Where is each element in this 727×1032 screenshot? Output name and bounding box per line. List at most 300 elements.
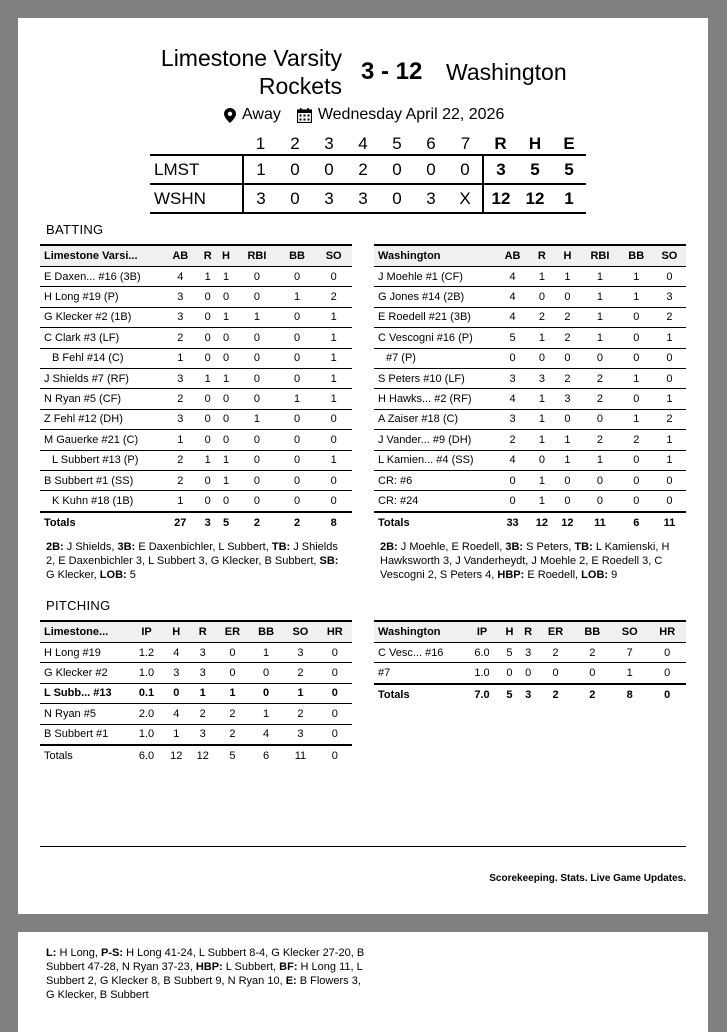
stat-value: 7 bbox=[611, 643, 648, 663]
stat-value: 1 bbox=[620, 368, 653, 388]
stat-value: 2 bbox=[529, 307, 555, 327]
stat-value: 0.1 bbox=[130, 683, 163, 703]
stat-note-value: L Kamienski, H Hawksworth 3, J Vanderheydt, J Moehle 2, E Roedell 3, C Vescogni 2, S Peters 4, bbox=[380, 541, 670, 581]
total-value: 2 bbox=[253, 516, 261, 529]
stat-value: 0 bbox=[235, 389, 279, 409]
player-name: J Vander... #9 (DH) bbox=[374, 430, 496, 450]
stat-value: 0 bbox=[235, 348, 279, 368]
player-name: E Daxen... #16 (3B) bbox=[40, 267, 162, 287]
stat-value: 2 bbox=[283, 704, 317, 724]
table-row bbox=[374, 491, 686, 512]
stat-value: 0 bbox=[519, 663, 538, 684]
stat-column-header: BB bbox=[620, 245, 653, 267]
table-header-row bbox=[374, 621, 686, 643]
stat-value: 2.0 bbox=[130, 704, 163, 724]
table-row bbox=[374, 470, 686, 490]
away-team-name: Washington bbox=[446, 59, 567, 85]
stat-value: 0 bbox=[318, 643, 352, 663]
table-header-row bbox=[40, 245, 352, 267]
stat-note-value: J Shields, bbox=[63, 541, 118, 553]
stat-value: 2 bbox=[580, 368, 620, 388]
stat-note-value: E Roedell, bbox=[524, 569, 582, 581]
stat-column-header: R bbox=[529, 245, 555, 267]
total-value: 5 bbox=[222, 516, 230, 529]
stat-value: 1 bbox=[283, 683, 317, 703]
stat-value: 0 bbox=[318, 683, 352, 703]
stat-value: 1 bbox=[217, 470, 235, 490]
player-name: N Ryan #5 (CF) bbox=[40, 389, 162, 409]
stat-value: 1 bbox=[199, 267, 217, 287]
total-value: 2 bbox=[293, 516, 301, 529]
stat-column-header: HR bbox=[318, 621, 352, 643]
hits-header: H bbox=[528, 134, 542, 153]
stat-note-label: SB: bbox=[319, 555, 339, 567]
player-name: B Subbert #1 bbox=[40, 724, 130, 745]
table-row bbox=[374, 643, 686, 663]
stat-value: 0 bbox=[529, 348, 555, 368]
stat-value: 4 bbox=[496, 287, 529, 307]
stat-value: 0 bbox=[620, 450, 653, 470]
stat-value: 6.0 bbox=[464, 643, 500, 663]
pitching-notes-home bbox=[46, 946, 366, 1002]
stat-value: 0 bbox=[217, 348, 235, 368]
stat-note-label: HBP: bbox=[497, 569, 525, 581]
stat-note-label: BF: bbox=[279, 961, 298, 973]
player-name: J Shields #7 (RF) bbox=[40, 368, 162, 388]
total-value: 5 bbox=[229, 749, 236, 762]
table-row bbox=[40, 267, 352, 287]
inning-score: 0 bbox=[278, 184, 312, 213]
stat-value: 3 bbox=[189, 663, 215, 683]
stat-value: 0 bbox=[315, 430, 352, 450]
stat-value: 0 bbox=[648, 663, 686, 684]
table-row bbox=[40, 287, 352, 307]
stat-value: 0 bbox=[235, 491, 279, 512]
table-row bbox=[374, 328, 686, 348]
total-value: 12 bbox=[170, 749, 183, 762]
stat-note-value: J Moehle, E Roedell, bbox=[397, 541, 506, 553]
stat-value: 0 bbox=[249, 663, 283, 683]
stat-value: 4 bbox=[163, 643, 189, 663]
stat-column-header: H bbox=[555, 245, 581, 267]
footer-divider bbox=[40, 846, 686, 847]
stat-value: 0 bbox=[235, 267, 279, 287]
stat-column-header: SO bbox=[611, 621, 648, 643]
stat-value: 0 bbox=[216, 663, 249, 683]
stat-value: 0 bbox=[217, 328, 235, 348]
stat-value: 0 bbox=[279, 267, 316, 287]
stat-column-header: BB bbox=[574, 621, 611, 643]
stat-value: 1 bbox=[279, 389, 316, 409]
stat-column-header: H bbox=[163, 621, 189, 643]
stat-value: 0 bbox=[315, 470, 352, 490]
stat-value: 0 bbox=[217, 389, 235, 409]
stat-column-header: R bbox=[199, 245, 217, 267]
table-row bbox=[40, 328, 352, 348]
stat-value: 0 bbox=[653, 267, 686, 287]
stat-value: 0 bbox=[315, 491, 352, 512]
stat-value: 1.0 bbox=[130, 663, 163, 683]
stat-value: 0 bbox=[199, 409, 217, 429]
team-column-header: Washington bbox=[374, 245, 496, 267]
location-pin-icon bbox=[224, 108, 236, 123]
stat-value: 2 bbox=[315, 287, 352, 307]
stat-value: 1 bbox=[189, 683, 215, 703]
table-row bbox=[40, 450, 352, 470]
stat-value: 4 bbox=[249, 724, 283, 745]
stat-value: 1 bbox=[249, 643, 283, 663]
stat-value: 1.0 bbox=[464, 663, 500, 684]
stat-value: 0 bbox=[318, 704, 352, 724]
game-location: Away bbox=[242, 106, 281, 123]
stat-value: 2 bbox=[216, 724, 249, 745]
stat-column-header: SO bbox=[283, 621, 317, 643]
stat-value: 2 bbox=[555, 328, 581, 348]
line-score-team: WSHN bbox=[150, 184, 243, 213]
stat-value: 1 bbox=[315, 307, 352, 327]
home-team-line1: Limestone Varsity bbox=[160, 45, 342, 71]
total-value: 6 bbox=[633, 516, 640, 529]
table-row bbox=[374, 450, 686, 470]
stat-value: 1 bbox=[217, 307, 235, 327]
stat-value: 1 bbox=[580, 328, 620, 348]
stat-value: 0 bbox=[279, 409, 316, 429]
total-value: 33 bbox=[506, 516, 519, 529]
table-row bbox=[374, 368, 686, 388]
scorecard-page bbox=[18, 18, 708, 914]
stat-note-value: L Subbert, bbox=[222, 961, 280, 973]
stat-value: 1 bbox=[620, 267, 653, 287]
inning-header: 6 bbox=[426, 134, 436, 153]
stat-value: 0 bbox=[279, 368, 316, 388]
stat-value: 3 bbox=[496, 409, 529, 429]
line-score-table bbox=[150, 134, 586, 214]
stat-value: 3 bbox=[162, 307, 199, 327]
inning-score: 0 bbox=[380, 184, 414, 213]
stat-value: 0 bbox=[555, 491, 581, 512]
stat-value: 0 bbox=[279, 348, 316, 368]
stat-value: 1 bbox=[315, 368, 352, 388]
stat-value: 0 bbox=[235, 287, 279, 307]
stat-note-label: E: bbox=[285, 975, 297, 987]
table-row bbox=[40, 491, 352, 512]
stat-note-value: G Klecker, bbox=[46, 569, 100, 581]
stat-value: 0 bbox=[620, 389, 653, 409]
stat-value: 3 bbox=[162, 287, 199, 307]
stat-value: 0 bbox=[199, 287, 217, 307]
stat-value: 0 bbox=[653, 470, 686, 490]
inning-header: 7 bbox=[460, 134, 471, 153]
table-header-row bbox=[40, 621, 352, 643]
stat-value: 0 bbox=[318, 663, 352, 683]
table-row bbox=[40, 470, 352, 490]
stat-value: 1 bbox=[555, 430, 581, 450]
total-value: 8 bbox=[626, 688, 633, 701]
player-name: B Fehl #14 (C) bbox=[40, 348, 162, 368]
player-name: #7 bbox=[374, 663, 464, 684]
stat-value: 1 bbox=[162, 348, 199, 368]
total-value: 11 bbox=[294, 749, 307, 762]
stat-value: 2 bbox=[580, 389, 620, 409]
inning-score: 0 bbox=[312, 155, 346, 184]
stat-note-value: H Long, bbox=[56, 947, 102, 959]
stat-value: 1 bbox=[529, 328, 555, 348]
stat-value: 0 bbox=[496, 491, 529, 512]
inning-score: 0 bbox=[380, 155, 414, 184]
table-row bbox=[374, 287, 686, 307]
team-hits: 12 bbox=[518, 184, 552, 213]
line-score-row bbox=[150, 155, 586, 184]
table-row bbox=[374, 663, 686, 684]
stat-value: 1 bbox=[217, 450, 235, 470]
stat-value: 0 bbox=[574, 663, 611, 684]
total-value: 27 bbox=[174, 516, 187, 529]
stat-value: 0 bbox=[500, 663, 519, 684]
stat-note-label: 3B: bbox=[117, 541, 136, 553]
table-row bbox=[40, 409, 352, 429]
stat-value: 0 bbox=[199, 470, 217, 490]
stat-value: 1 bbox=[555, 450, 581, 470]
stat-column-header: RBI bbox=[235, 245, 279, 267]
player-name: J Moehle #1 (CF) bbox=[374, 267, 496, 287]
pitching-table-home bbox=[40, 620, 352, 766]
inning-header: 2 bbox=[290, 134, 300, 153]
stat-value: 0 bbox=[580, 470, 620, 490]
stat-value: 0 bbox=[199, 389, 217, 409]
inning-score: X bbox=[448, 184, 483, 213]
player-name: CR: #6 bbox=[374, 470, 496, 490]
table-header-row bbox=[374, 245, 686, 267]
stat-value: 0 bbox=[318, 724, 352, 745]
errors-header: E bbox=[563, 134, 575, 153]
table-row bbox=[374, 348, 686, 368]
total-value: 3 bbox=[525, 688, 532, 701]
inning-score: 2 bbox=[346, 155, 380, 184]
stat-value: 2 bbox=[574, 643, 611, 663]
stat-column-header: ER bbox=[538, 621, 574, 643]
inning-score: 3 bbox=[243, 184, 278, 213]
stat-value: 1 bbox=[555, 267, 581, 287]
totals-label: Totals bbox=[44, 749, 73, 762]
stat-column-header: H bbox=[500, 621, 519, 643]
stat-column-header: R bbox=[189, 621, 215, 643]
stat-value: 2 bbox=[283, 663, 317, 683]
table-row bbox=[374, 430, 686, 450]
stat-value: 2 bbox=[653, 307, 686, 327]
team-errors: 5 bbox=[552, 155, 586, 184]
stat-value: 1 bbox=[235, 409, 279, 429]
stat-value: 3 bbox=[189, 724, 215, 745]
stat-note-value: 9 bbox=[608, 569, 618, 581]
stat-value: 1 bbox=[199, 450, 217, 470]
stat-value: 1 bbox=[529, 430, 555, 450]
stat-value: 1 bbox=[529, 491, 555, 512]
player-name: C Clark #3 (LF) bbox=[40, 328, 162, 348]
stat-column-header: AB bbox=[162, 245, 199, 267]
table-row bbox=[374, 389, 686, 409]
player-name: N Ryan #5 bbox=[40, 704, 130, 724]
stat-value: 1 bbox=[529, 409, 555, 429]
stat-column-header: RBI bbox=[580, 245, 620, 267]
total-value: 3 bbox=[204, 516, 211, 529]
stat-value: 0 bbox=[580, 348, 620, 368]
stat-column-header: IP bbox=[464, 621, 500, 643]
stat-value: 1 bbox=[580, 267, 620, 287]
table-row bbox=[374, 267, 686, 287]
total-value: 7.0 bbox=[474, 688, 490, 701]
player-name: S Peters #10 (LF) bbox=[374, 368, 496, 388]
total-value: 12 bbox=[196, 749, 209, 762]
player-name: C Vesc... #16 bbox=[374, 643, 464, 663]
stat-note-value: 5 bbox=[126, 569, 136, 581]
stat-value: 2 bbox=[555, 307, 581, 327]
stat-value: 1 bbox=[620, 287, 653, 307]
stat-value: 0 bbox=[620, 328, 653, 348]
stat-value: 1 bbox=[620, 409, 653, 429]
line-score-team: LMST bbox=[150, 155, 243, 184]
inning-header: 1 bbox=[255, 134, 266, 153]
stat-value: 3 bbox=[555, 389, 581, 409]
team-errors: 1 bbox=[552, 184, 586, 213]
stat-value: 0 bbox=[199, 430, 217, 450]
total-value: 0 bbox=[331, 749, 338, 762]
stat-value: 1.0 bbox=[130, 724, 163, 745]
stat-value: 5 bbox=[500, 643, 519, 663]
player-name: Z Fehl #12 (DH) bbox=[40, 409, 162, 429]
totals-row bbox=[40, 512, 352, 533]
batting-notes-away bbox=[380, 540, 686, 582]
stat-value: 0 bbox=[217, 491, 235, 512]
stat-value: 0 bbox=[217, 430, 235, 450]
team-runs: 12 bbox=[483, 184, 518, 213]
stat-column-header: AB bbox=[496, 245, 529, 267]
stat-value: 1 bbox=[199, 368, 217, 388]
total-value: 11 bbox=[594, 516, 606, 529]
stat-value: 0 bbox=[235, 470, 279, 490]
table-row bbox=[40, 430, 352, 450]
team-column-header: Limestone... bbox=[40, 621, 130, 643]
stat-value: 0 bbox=[217, 409, 235, 429]
stat-value: 0 bbox=[653, 348, 686, 368]
stat-value: 0 bbox=[279, 470, 316, 490]
line-score-row bbox=[150, 184, 586, 213]
inning-score: 3 bbox=[346, 184, 380, 213]
stat-value: 4 bbox=[496, 267, 529, 287]
stat-value: 1 bbox=[580, 307, 620, 327]
stat-value: 2 bbox=[162, 470, 199, 490]
table-row bbox=[40, 307, 352, 327]
team-runs: 3 bbox=[483, 155, 518, 184]
stat-value: 2 bbox=[189, 704, 215, 724]
total-value: 11 bbox=[663, 516, 676, 529]
stat-value: 0 bbox=[529, 450, 555, 470]
inning-score: 0 bbox=[414, 155, 448, 184]
stat-value: 0 bbox=[249, 683, 283, 703]
stat-value: 0 bbox=[648, 643, 686, 663]
stat-note-label: 2B: bbox=[380, 541, 398, 553]
stat-value: 0 bbox=[235, 328, 279, 348]
stat-value: 1 bbox=[279, 287, 316, 307]
total-value: 6.0 bbox=[138, 749, 155, 762]
stat-value: 0 bbox=[217, 287, 235, 307]
stat-value: 1 bbox=[249, 704, 283, 724]
stat-value: 1 bbox=[580, 287, 620, 307]
game-header bbox=[18, 44, 708, 104]
stat-value: 4 bbox=[162, 267, 199, 287]
stat-note-label: P-S: bbox=[101, 947, 124, 959]
stat-value: 0 bbox=[216, 643, 249, 663]
table-row bbox=[40, 643, 352, 663]
inning-score: 1 bbox=[243, 155, 278, 184]
table-row bbox=[40, 683, 352, 703]
stat-value: 0 bbox=[620, 470, 653, 490]
stat-column-header: HR bbox=[648, 621, 686, 643]
player-name: H Hawks... #2 (RF) bbox=[374, 389, 496, 409]
stat-column-header: SO bbox=[653, 245, 686, 267]
stat-value: 0 bbox=[620, 491, 653, 512]
table-row bbox=[374, 307, 686, 327]
stat-value: 5 bbox=[496, 328, 529, 348]
table-row bbox=[40, 724, 352, 745]
player-name: CR: #24 bbox=[374, 491, 496, 512]
stat-note-label: L: bbox=[46, 947, 57, 959]
stat-value: 1 bbox=[315, 389, 352, 409]
stat-value: 0 bbox=[199, 348, 217, 368]
pitching-section-title: PITCHING bbox=[46, 598, 111, 613]
calendar-icon bbox=[297, 108, 312, 123]
stat-note-value: S Peters, bbox=[523, 541, 575, 553]
inning-score: 0 bbox=[448, 155, 483, 184]
player-name: G Klecker #2 bbox=[40, 663, 130, 683]
table-row bbox=[40, 368, 352, 388]
player-name: K Kuhn #18 (1B) bbox=[40, 491, 162, 512]
stat-value: 1 bbox=[162, 491, 199, 512]
stat-value: 2 bbox=[620, 430, 653, 450]
stat-value: 4 bbox=[496, 307, 529, 327]
stat-value: 3 bbox=[162, 368, 199, 388]
table-row bbox=[40, 704, 352, 724]
stat-value: 0 bbox=[235, 450, 279, 470]
stat-value: 0 bbox=[620, 348, 653, 368]
stat-note-value: H Long 41-24, L Subbert 8-4, G Klecker 27-20, B Subbert 47-28, N Ryan 37-23, bbox=[46, 947, 365, 973]
stat-note-label: LOB: bbox=[581, 569, 609, 581]
player-name: M Gauerke #21 (C) bbox=[40, 430, 162, 450]
stat-note-label: HBP: bbox=[195, 961, 223, 973]
stat-value: 2 bbox=[653, 409, 686, 429]
stat-value: 1 bbox=[653, 450, 686, 470]
stat-value: 3 bbox=[162, 409, 199, 429]
stat-value: 0 bbox=[529, 287, 555, 307]
game-date: Wednesday April 22, 2026 bbox=[317, 106, 505, 123]
player-name: L Kamien... #4 (SS) bbox=[374, 450, 496, 470]
stat-value: 2 bbox=[162, 389, 199, 409]
inning-score: 3 bbox=[414, 184, 448, 213]
total-value: 12 bbox=[561, 516, 574, 529]
stat-value: 1 bbox=[315, 348, 352, 368]
player-name: H Long #19 (P) bbox=[40, 287, 162, 307]
inning-header: 5 bbox=[392, 134, 402, 153]
stat-value: 0 bbox=[279, 307, 316, 327]
total-value: 0 bbox=[664, 688, 671, 701]
stat-value: 0 bbox=[653, 491, 686, 512]
stat-value: 2 bbox=[555, 368, 581, 388]
stat-value: 0 bbox=[653, 368, 686, 388]
player-name: G Klecker #2 (1B) bbox=[40, 307, 162, 327]
total-value: 6 bbox=[263, 749, 270, 762]
stat-value: 0 bbox=[279, 491, 316, 512]
player-name: C Vescogni #16 (P) bbox=[374, 328, 496, 348]
game-meta bbox=[224, 104, 504, 126]
